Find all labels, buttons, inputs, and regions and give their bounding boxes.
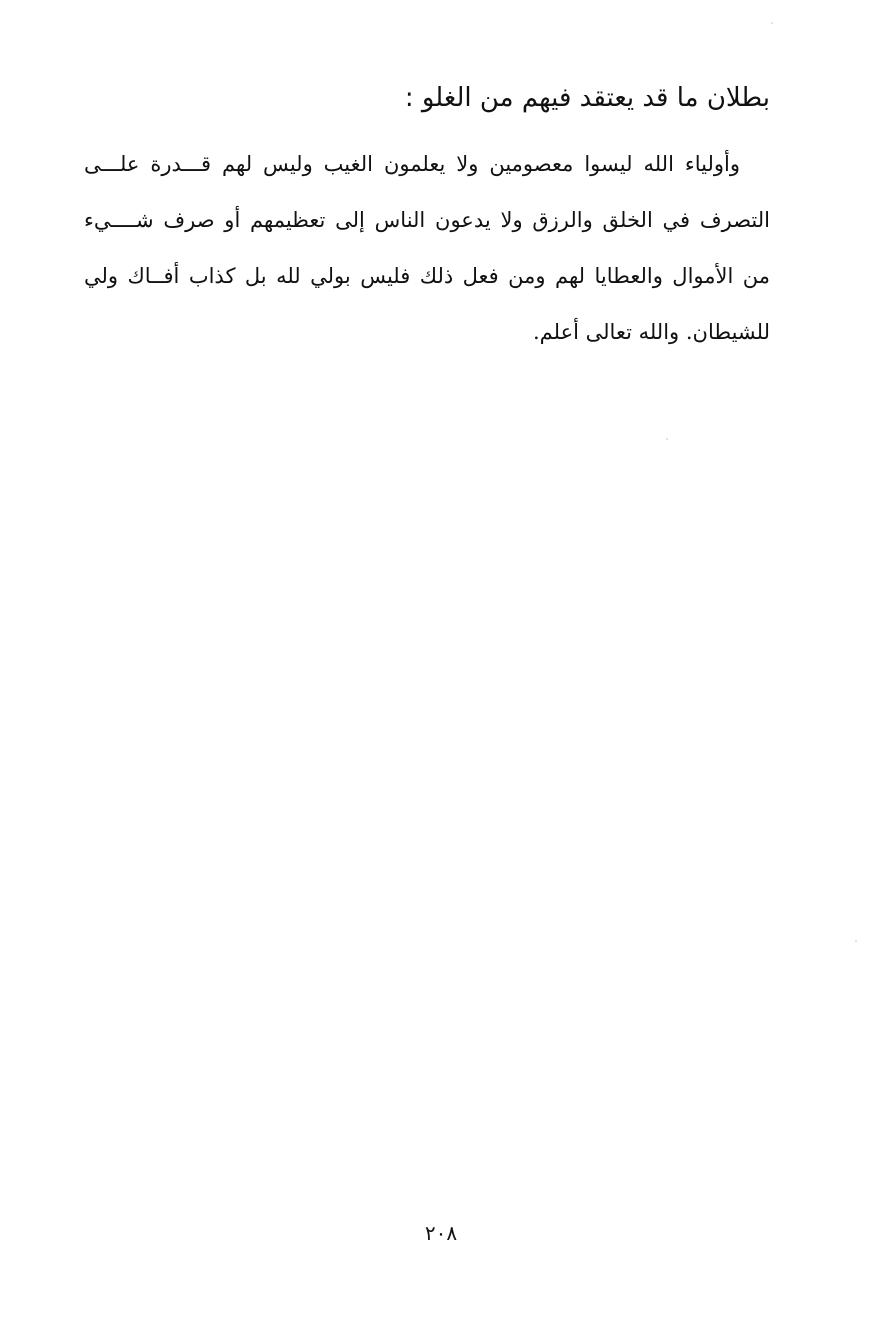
paragraph-line-1: وأولياء الله ليسوا معصومين ولا يعلمون الغيب وليس لهم قـــدرة علـــى [84, 152, 740, 176]
section-heading: بطلان ما قد يعتقد فيهم من الغلو : [404, 83, 770, 113]
scan-speck [771, 22, 773, 24]
body-paragraph [84, 142, 770, 366]
paragraph-line-2: التصرف في الخلق والرزق ولا يدعون الناس إلى تعظيمهم أو صرف شــــيء [84, 208, 770, 232]
paragraph-line-3: من الأموال والعطايا لهم ومن فعل ذلك فليس بولي لله بل كذاب أفــاك ولي [84, 264, 770, 288]
scan-speck [666, 438, 668, 440]
scan-speck [855, 940, 857, 942]
paragraph-line-4: للشيطان. والله تعالى أعلم. [533, 320, 770, 344]
page-number: ٢٠٨ [424, 1221, 458, 1245]
